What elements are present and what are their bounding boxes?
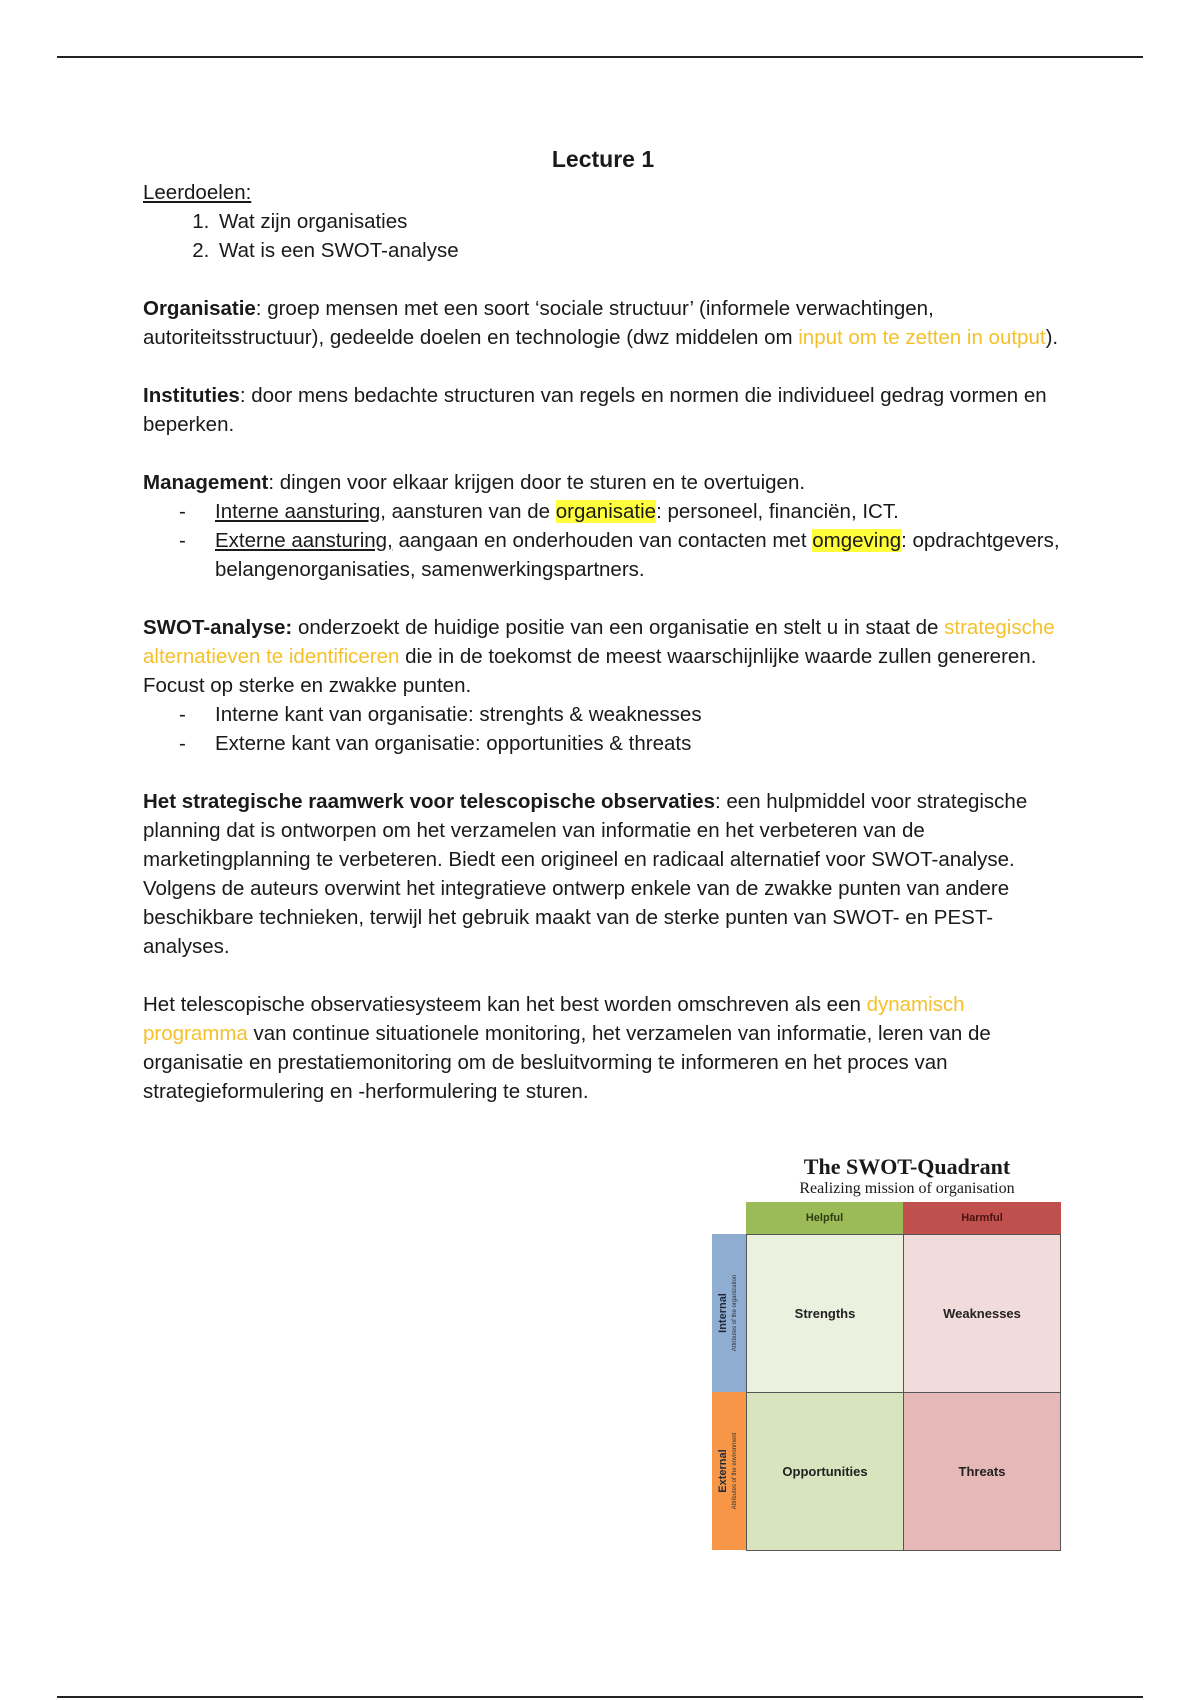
page-title: Lecture 1: [551, 146, 655, 172]
list-item: - Interne aansturing, aansturen van de organisatie: personeel, financiën, ICT.: [215, 497, 1063, 526]
organisatie-paragraph: Organisatie: groep mensen met een soort ‘sociale structuur’ (informele verwachtingen, autoriteitsstructuur), gedeelde doelen en technologie (dwz middelen om input om te zetten in output).: [143, 297, 1059, 349]
management-list: [143, 497, 1063, 584]
weaknesses-cell: Weaknesses: [903, 1234, 1061, 1393]
threats-cell: Threats: [903, 1392, 1061, 1551]
external-label: External: [717, 1449, 729, 1493]
list-item: - Externe aansturing, aangaan en onderhouden van contacten met omgeving: opdrachtgevers, belangenorganisaties, samenwerkingspartners.: [215, 526, 1063, 584]
goals-heading: Leerdoelen:: [143, 181, 252, 204]
figure-subtitle: Realizing mission of organisation: [799, 1180, 1015, 1197]
internal-sublabel: Attributes of the organization: [732, 1274, 738, 1352]
list-item: - Interne kant van organisatie: strenghts & weaknesses: [215, 700, 1063, 729]
management-paragraph: Management: dingen voor elkaar krijgen door te sturen en te overtuigen.: [143, 471, 806, 494]
highlight: strategische alternatieven te identificeren: [143, 616, 1055, 668]
highlight: organisatie: [555, 500, 657, 523]
internal-label: Internal: [717, 1293, 729, 1333]
term: Management: [143, 471, 269, 494]
opportunities-cell: Opportunities: [746, 1392, 904, 1551]
highlight: omgeving: [812, 529, 902, 552]
goals-list: [143, 207, 1063, 265]
swot-quadrant-figure: [712, 1152, 1062, 1552]
page-top-rule: [57, 56, 1143, 58]
term: Instituties: [143, 384, 240, 407]
list-item: - Externe kant van organisatie: opportunities & threats: [215, 729, 1063, 758]
helpful-header: Helpful: [746, 1202, 903, 1234]
page-bottom-rule: [57, 1696, 1143, 1698]
instituties-paragraph: Instituties: door mens bedachte structuren van regels en normen die individueel gedrag vormen en beperken.: [143, 384, 1047, 436]
term: Het strategische raamwerk voor telescopische observaties: [143, 790, 715, 813]
document-body: [143, 144, 1063, 1106]
figure-title: The SWOT-Quadrant: [803, 1154, 1011, 1179]
list-item: 2. Wat is een SWOT-analyse: [215, 236, 1063, 265]
swot-analyse-list: [143, 700, 1063, 758]
swot-analyse-paragraph: SWOT-analyse: onderzoekt de huidige positie van een organisatie en stelt u in staat de strategische alternatieven te identificeren die in de toekomst de meest waarschijnlijke waarde zullen genereren. Focust op sterke en zwakke punten.: [143, 616, 1055, 697]
external-side: [712, 1392, 746, 1550]
highlight: input om te zetten in output: [798, 326, 1046, 349]
internal-side: [712, 1234, 746, 1392]
raamwerk-paragraph: Het strategische raamwerk voor telescopische observaties: een hulpmiddel voor strategische planning dat is ontworpen om het verzamelen van informatie en het verbeteren van de marketingplanning te verbeteren. Biedt een origineel en radicaal alternatief voor SWOT-analyse. Volgens de auteurs overwint het integratieve ontwerp enkele van de zwakke punten van andere beschikbare technieken, terwijl het gebruik maakt van de sterke punten van SWOT- en PEST-analyses.: [143, 790, 1028, 958]
external-sublabel: Attributes of the environment: [732, 1432, 738, 1510]
highlight: dynamisch programma: [143, 993, 965, 1045]
systeem-paragraph: Het telescopische observatiesysteem kan het best worden omschreven als een dynamisch programma van continue situationele monitoring, het verzamelen van informatie, leren van de organisatie en prestatiemonitoring om de besluitvorming te informeren en het proces van strategieformulering en -herformulering te sturen.: [143, 993, 991, 1103]
term: SWOT-analyse:: [143, 616, 293, 639]
harmful-header: Harmful: [903, 1202, 1061, 1234]
term: Organisatie: [143, 297, 256, 320]
list-item: 1. Wat zijn organisaties: [215, 207, 1063, 236]
strengths-cell: Strengths: [746, 1234, 904, 1393]
